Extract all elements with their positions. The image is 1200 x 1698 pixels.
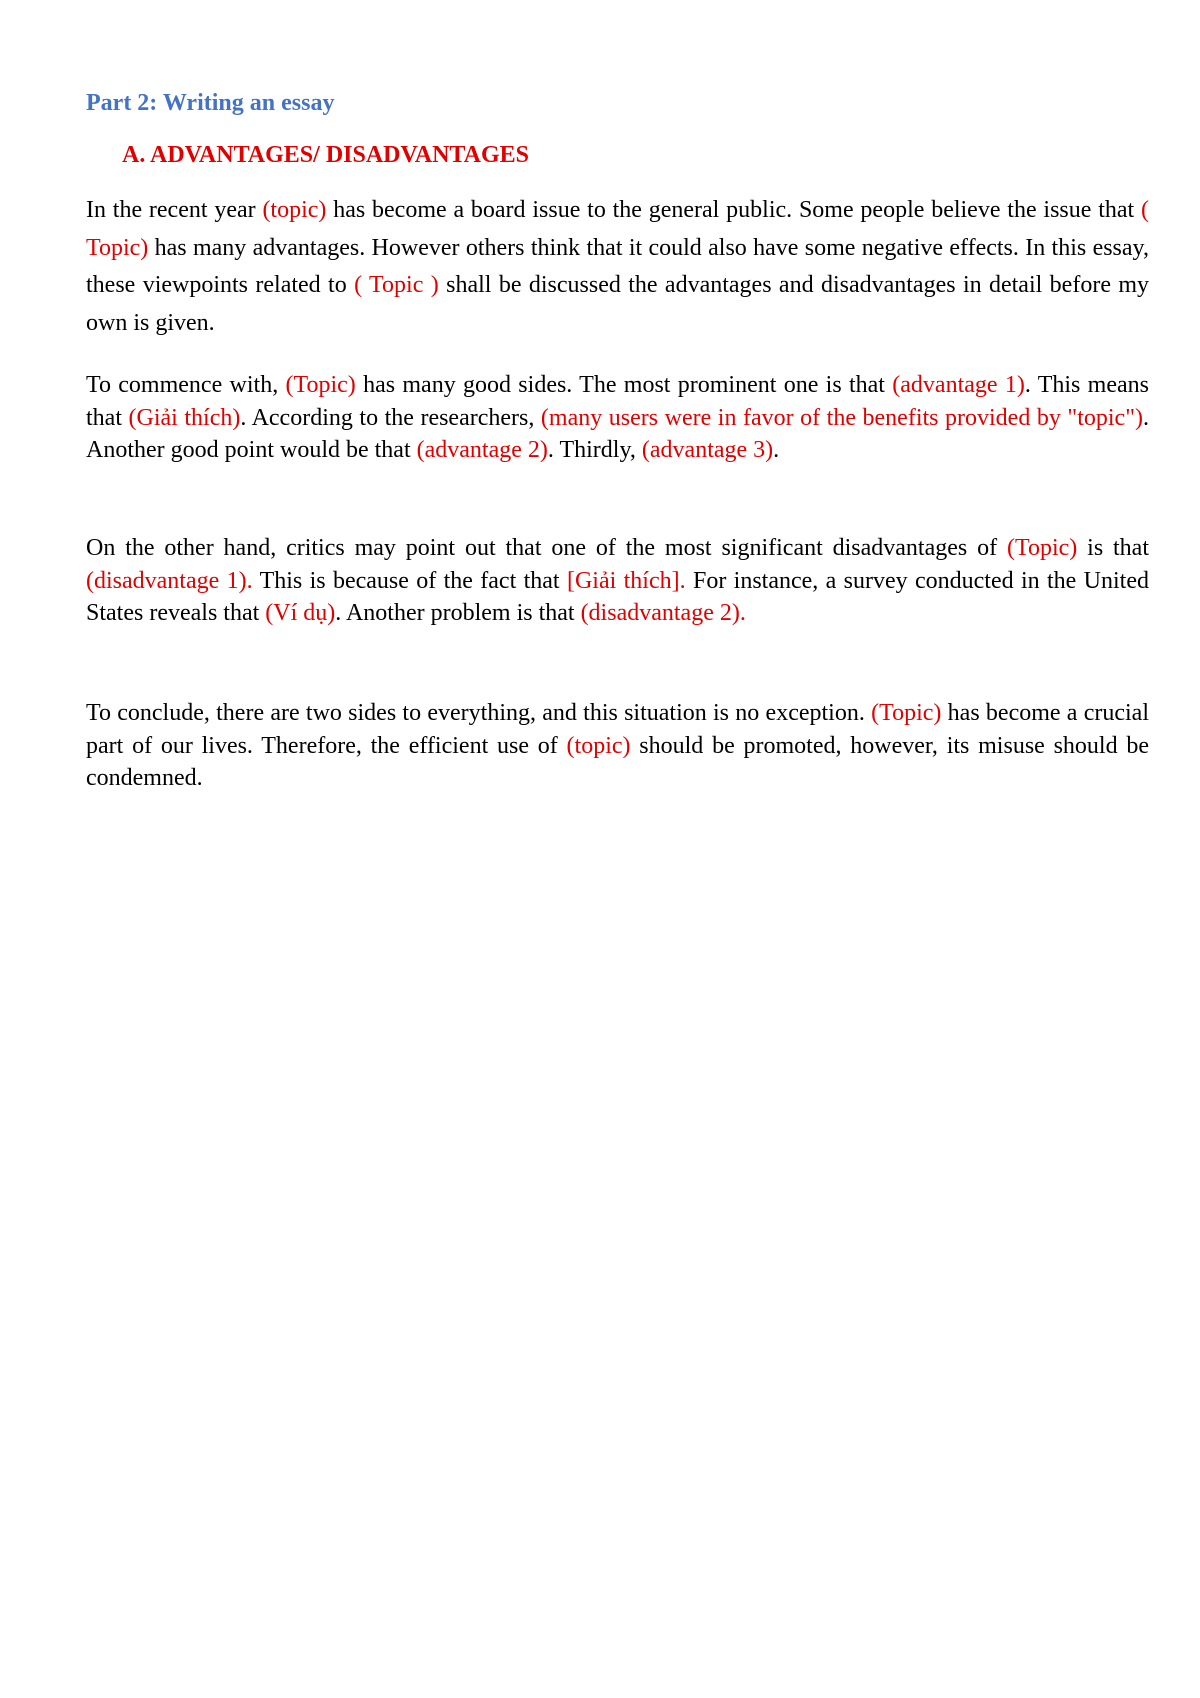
placeholder-text: (topic) — [566, 732, 631, 759]
body-text: has many advantages. However others think that it could also have some negative effects. In this essay, these viewpoints related to — [86, 234, 1149, 298]
paragraph-conclusion — [86, 697, 1149, 795]
body-text: On the other hand, critics may point out that one of the most significant disadvantages of — [86, 535, 1007, 561]
body-text: In the recent year — [86, 197, 263, 223]
placeholder-text: ( Topic ) — [354, 272, 439, 298]
placeholder-text: ( Topic) — [86, 197, 1149, 261]
body-text: . Another good point would be that — [86, 404, 1149, 464]
placeholder-text: (disadvantage 1). — [86, 567, 253, 594]
body-text: has become a board issue to the general public. Some people believe the issue that — [326, 197, 1141, 223]
body-text: This is because of the fact that — [252, 567, 567, 594]
placeholder-text: (advantage 2) — [416, 437, 548, 464]
body-text: . This means that — [86, 372, 1149, 431]
body-text: To conclude, there are two sides to everything, and this situation is no exception. — [86, 700, 872, 726]
body-text: . Another problem is that — [335, 600, 581, 627]
body-text: shall be discussed the advantages and disadvantages in detail before my own is given. — [86, 272, 1150, 336]
placeholder-text: (topic) — [262, 197, 327, 223]
body-text: is that — [1077, 535, 1150, 561]
placeholder-text: (Ví dụ) — [265, 600, 336, 627]
body-text: has become a crucial part of our lives. Therefore, the efficient use of — [86, 700, 1149, 759]
body-text: . According to the researchers, — [240, 404, 541, 431]
body-text: should be promoted, however, its misuse should be condemned. — [86, 732, 1150, 792]
placeholder-text: (disadvantage 2). — [580, 600, 746, 627]
placeholder-text: (advantage 3) — [641, 437, 774, 464]
body-text: To commence with, — [86, 372, 286, 398]
placeholder-text: (advantage 1) — [892, 372, 1025, 398]
placeholder-text: [Giải thích]. — [566, 567, 686, 594]
body-text: . — [773, 437, 780, 464]
paragraph-intro — [86, 192, 1149, 342]
placeholder-text: (many users were in favor of the benefits provided by "topic") — [540, 404, 1143, 431]
body-text: . Thirdly, — [547, 437, 642, 464]
body-text: has many good sides. The most prominent one is that — [355, 372, 893, 398]
paragraph-disadvantages — [86, 532, 1149, 630]
placeholder-text: (Topic) — [871, 700, 942, 726]
placeholder-text: (Topic) — [285, 372, 356, 398]
paragraph-advantages — [86, 369, 1149, 467]
part-title: Part 2: Writing an essay — [86, 90, 335, 116]
placeholder-text: (Topic) — [1006, 535, 1078, 561]
placeholder-text: (Giải thích) — [128, 404, 241, 431]
section-title: A. ADVANTAGES/ DISADVANTAGES — [122, 142, 529, 168]
body-text: For instance, a survey conducted in the United States reveals that — [86, 567, 1149, 627]
